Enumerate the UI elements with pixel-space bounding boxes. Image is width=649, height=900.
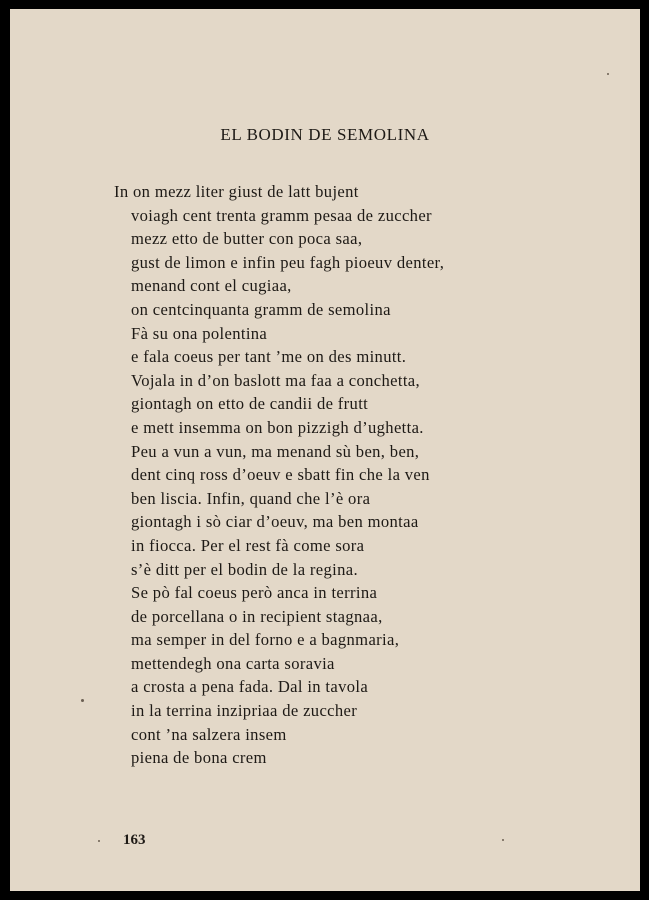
poem-line: in la terrina inzipriaa de zuccher [131, 701, 358, 721]
poem-line: Fà su ona polentina [131, 323, 268, 343]
poem-line: dent cinq ross d’oeuv e sbatt fin che la ven [131, 465, 430, 485]
poem-line: mettendegh ona carta soravia [131, 653, 335, 673]
poem-line: a crosta a pena fada. Dal in tavola [131, 677, 369, 697]
paper-speck [502, 839, 504, 841]
poem-line: In on mezz liter giust de latt bujent [114, 182, 359, 201]
poem-line: Se pò fal coeus però anca in terrina [131, 583, 378, 603]
poem-line: menand cont el cugiaa, [131, 276, 292, 296]
poem-line: piena de bona crem [131, 748, 267, 768]
poem-line: e mett insemma on bon pizzigh d’ughetta. [131, 417, 424, 437]
poem-line: ma semper in del forno e a bagnmaria, [131, 630, 400, 650]
poem-line: Vojala in d’on baslott ma faa a conchetta, [131, 370, 421, 390]
paper-speck [607, 73, 609, 75]
book-page [10, 9, 640, 891]
page-number: 163 [123, 832, 146, 848]
poem-line: in fiocca. Per el rest fà come sora [131, 535, 365, 555]
poem-line: ben liscia. Infin, quand che l’è ora [131, 488, 371, 508]
poem-line: Peu a vun a vun, ma menand sù ben, ben, [131, 441, 420, 461]
poem-line: voiagh cent trenta gramm pesaa de zuccher [131, 205, 432, 225]
poem-line: gust de limon e infin peu fagh pioeuv denter, [131, 252, 445, 272]
poem-line: e fala coeus per tant ’me on des minutt. [131, 347, 407, 367]
paper-speck [81, 699, 84, 702]
poem-line: mezz etto de butter con poca saa, [131, 229, 363, 249]
poem-line: cont ’na salzera insem [131, 724, 287, 744]
poem-line: de porcellana o in recipient stagnaa, [131, 606, 383, 626]
poem-body [114, 180, 444, 770]
poem-title: EL BODIN DE SEMOLINA [220, 125, 430, 144]
poem-line: on centcinquanta gramm de semolina [131, 299, 391, 319]
poem-line: giontagh i sò ciar d’oeuv, ma ben montaa [131, 512, 419, 532]
poem-line: s’è ditt per el bodin de la regina. [131, 559, 358, 579]
poem-line: giontagh on etto de candii de frutt [131, 394, 369, 414]
paper-speck [98, 840, 100, 842]
